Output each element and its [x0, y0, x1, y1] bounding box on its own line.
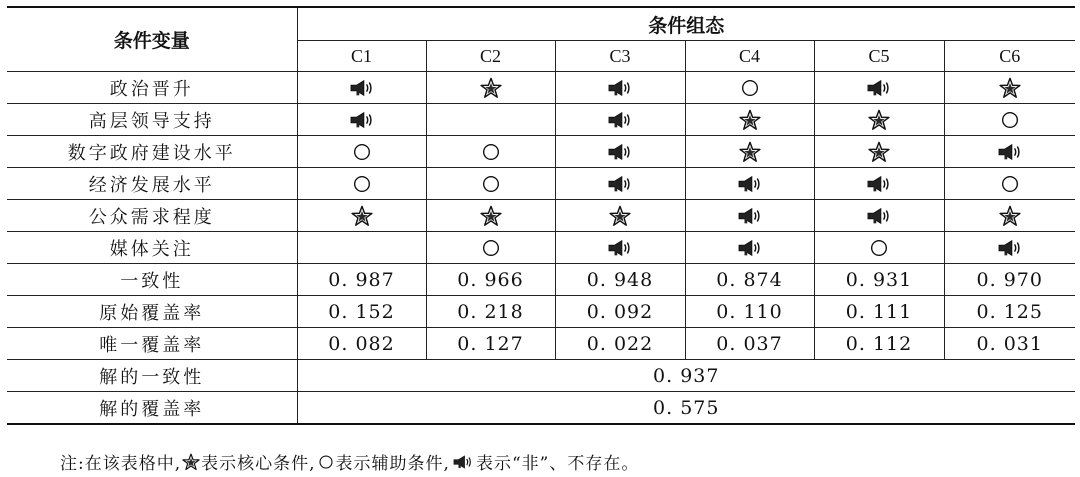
- symbol-cell: [426, 168, 555, 200]
- star-icon: [480, 205, 502, 227]
- column-header-c4: C4: [685, 41, 814, 72]
- note-prefix: 注:在该表格中,: [60, 454, 182, 474]
- star-icon: [999, 205, 1021, 227]
- circle-icon: [480, 173, 502, 195]
- row-label: 唯一覆盖率: [7, 328, 297, 360]
- value-cell: 0. 152: [297, 296, 426, 328]
- megaphone-icon: [606, 77, 634, 99]
- symbol-cell: [944, 168, 1075, 200]
- megaphone-icon: [996, 141, 1024, 163]
- symbol-cell: [685, 200, 814, 232]
- star-icon: [480, 77, 502, 99]
- symbol-cell: [426, 72, 555, 104]
- value-cell: 0. 031: [944, 328, 1075, 360]
- symbol-cell: [814, 72, 944, 104]
- megaphone-icon: [996, 237, 1024, 259]
- row-label: 解的一致性: [7, 360, 297, 392]
- star-icon: [868, 141, 890, 163]
- table-row: [7, 136, 1075, 168]
- value-cell: 0. 125: [944, 296, 1075, 328]
- value-cell: 0. 966: [426, 264, 555, 296]
- column-header-c5: C5: [814, 41, 944, 72]
- condition-variable-header: 条件变量: [7, 7, 297, 72]
- table-row: [7, 104, 1075, 136]
- symbol-cell: [297, 232, 426, 264]
- symbol-cell: [555, 72, 685, 104]
- symbol-cell: [555, 136, 685, 168]
- star-icon: [351, 205, 373, 227]
- note-peripheral-text: 表示辅助条件,: [335, 454, 450, 474]
- column-header-c1: C1: [297, 41, 426, 72]
- symbol-cell: [814, 200, 944, 232]
- megaphone-icon: [606, 109, 634, 131]
- megaphone-icon: [865, 173, 893, 195]
- value-cell: 0. 111: [814, 296, 944, 328]
- symbol-cell: [555, 200, 685, 232]
- value-cell: 0. 127: [426, 328, 555, 360]
- value-cell: 0. 948: [555, 264, 685, 296]
- symbol-cell: [555, 168, 685, 200]
- megaphone-icon: [451, 453, 475, 471]
- table-row: [7, 328, 1075, 360]
- column-header-c3: C3: [555, 41, 685, 72]
- table-row: [7, 200, 1075, 232]
- megaphone-icon: [736, 173, 764, 195]
- circle-icon: [999, 173, 1021, 195]
- column-header-c2: C2: [426, 41, 555, 72]
- symbol-cell: [685, 168, 814, 200]
- symbol-cell: [944, 104, 1075, 136]
- megaphone-icon: [736, 237, 764, 259]
- symbol-cell: [944, 232, 1075, 264]
- column-header-c6: C6: [944, 41, 1075, 72]
- megaphone-icon: [865, 205, 893, 227]
- circle-icon: [317, 453, 335, 471]
- symbol-cell: [814, 104, 944, 136]
- circle-icon: [480, 237, 502, 259]
- value-cell: 0. 092: [555, 296, 685, 328]
- megaphone-icon: [348, 109, 376, 131]
- symbol-cell: [944, 72, 1075, 104]
- symbol-cell: [426, 136, 555, 168]
- row-label: 高层领导支持: [7, 104, 297, 136]
- symbol-cell: [555, 104, 685, 136]
- table-row: [7, 168, 1075, 200]
- value-cell: 0. 037: [685, 328, 814, 360]
- symbol-cell: [297, 104, 426, 136]
- star-icon: [739, 109, 761, 131]
- row-label: 政治晋升: [7, 72, 297, 104]
- symbol-cell: [555, 232, 685, 264]
- table-row: [7, 232, 1075, 264]
- symbol-cell: [685, 104, 814, 136]
- table-row: [7, 72, 1075, 104]
- circle-icon: [999, 109, 1021, 131]
- value-cell: 0. 112: [814, 328, 944, 360]
- circle-icon: [868, 237, 890, 259]
- circle-icon: [351, 141, 373, 163]
- symbol-cell: [297, 136, 426, 168]
- table-row: [7, 264, 1075, 296]
- megaphone-icon: [348, 77, 376, 99]
- megaphone-icon: [606, 173, 634, 195]
- circle-icon: [739, 77, 761, 99]
- symbol-cell: [297, 72, 426, 104]
- symbol-cell: [944, 200, 1075, 232]
- symbol-cell: [297, 168, 426, 200]
- symbol-cell: [814, 168, 944, 200]
- solution-consistency-value: 0. 937: [297, 360, 1075, 392]
- symbol-cell: [297, 200, 426, 232]
- value-cell: 0. 987: [297, 264, 426, 296]
- table-note: [60, 449, 639, 474]
- star-icon: [739, 141, 761, 163]
- row-label: 一致性: [7, 264, 297, 296]
- configuration-group-header: 条件组态: [297, 7, 1075, 41]
- value-cell: 0. 931: [814, 264, 944, 296]
- megaphone-icon: [606, 141, 634, 163]
- symbol-cell: [814, 136, 944, 168]
- megaphone-icon: [606, 237, 634, 259]
- configuration-table: [7, 6, 1075, 425]
- table-row: [7, 296, 1075, 328]
- table-row: [7, 360, 1075, 392]
- value-cell: 0. 218: [426, 296, 555, 328]
- megaphone-icon: [736, 205, 764, 227]
- row-label: 数字政府建设水平: [7, 136, 297, 168]
- symbol-cell: [685, 136, 814, 168]
- value-cell: 0. 082: [297, 328, 426, 360]
- star-icon: [609, 205, 631, 227]
- note-absent-text: 表示“非”、不存在。: [475, 454, 640, 474]
- symbol-cell: [426, 232, 555, 264]
- row-label: 解的覆盖率: [7, 392, 297, 425]
- value-cell: 0. 970: [944, 264, 1075, 296]
- symbol-cell: [814, 232, 944, 264]
- table-row: [7, 392, 1075, 425]
- circle-icon: [480, 141, 502, 163]
- value-cell: 0. 022: [555, 328, 685, 360]
- circle-icon: [351, 173, 373, 195]
- row-label: 原始覆盖率: [7, 296, 297, 328]
- note-core-text: 表示核心条件,: [201, 454, 316, 474]
- star-icon: [182, 453, 200, 471]
- star-icon: [999, 77, 1021, 99]
- symbol-cell: [685, 232, 814, 264]
- row-label: 媒体关注: [7, 232, 297, 264]
- symbol-cell: [426, 200, 555, 232]
- row-label: 经济发展水平: [7, 168, 297, 200]
- symbol-cell: [426, 104, 555, 136]
- symbol-cell: [685, 72, 814, 104]
- value-cell: 0. 874: [685, 264, 814, 296]
- star-icon: [868, 109, 890, 131]
- solution-coverage-value: 0. 575: [297, 392, 1075, 425]
- row-label: 公众需求程度: [7, 200, 297, 232]
- value-cell: 0. 110: [685, 296, 814, 328]
- symbol-cell: [944, 136, 1075, 168]
- megaphone-icon: [865, 77, 893, 99]
